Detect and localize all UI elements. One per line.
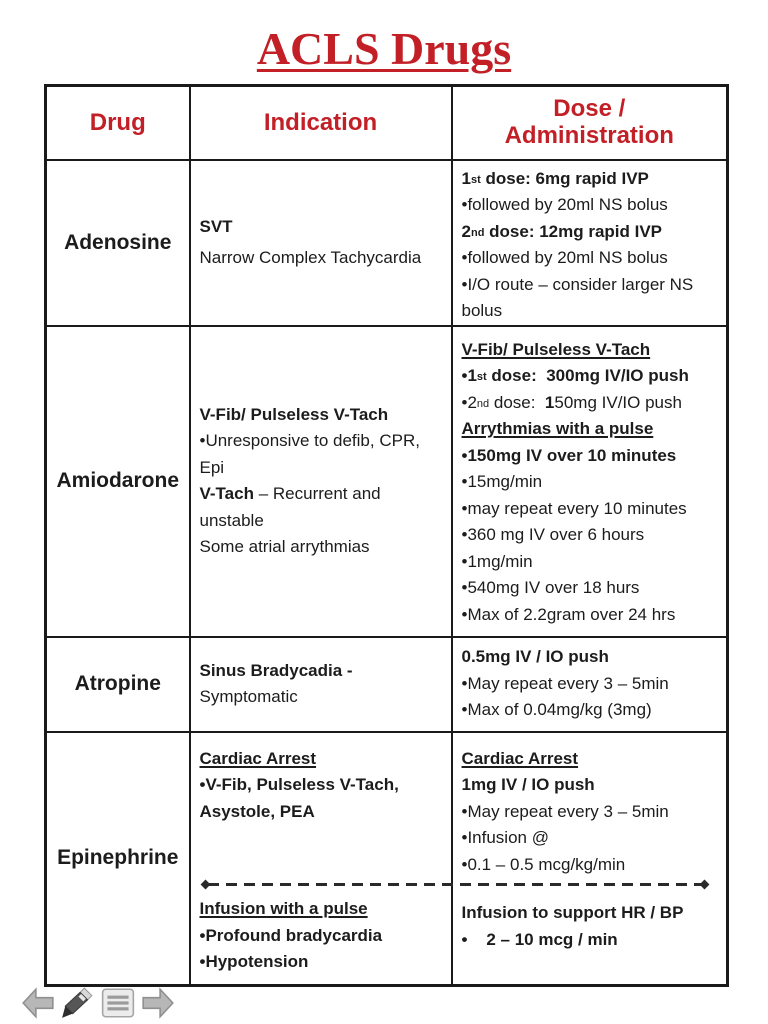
left-arrow-icon [20, 986, 56, 1020]
text-line [200, 481, 445, 508]
text-fragment: – Recurrent and [253, 484, 381, 503]
text-fragment: •1 [461, 366, 477, 385]
pen-icon [60, 986, 96, 1020]
text-line: •Infusion @ [461, 828, 549, 847]
text-line: V-Fib/ Pulseless V-Tach [199, 404, 389, 424]
text-fragment: 1 [544, 392, 555, 412]
text-line: • 2 – 10 mcg / min [461, 929, 618, 949]
text-fragment: dose: 6mg rapid IVP [480, 168, 649, 188]
drug-cell-atropine: Atropine [46, 637, 190, 732]
slide-menu-button[interactable] [100, 986, 136, 1020]
dose-cell-epinephrine [452, 732, 728, 986]
text-line: •followed by 20ml NS bolus [461, 248, 668, 267]
dose-cell-amiodarone [452, 326, 728, 637]
drug-cell-adenosine: Adenosine [46, 160, 190, 326]
dose-cell-atropine [452, 637, 728, 732]
col-header-indication: Indication [190, 86, 452, 160]
text-line [462, 363, 724, 390]
text-line: •Max of 2.2gram over 24 hrs [461, 604, 676, 624]
text-fragment: dose: 300mg IV/IO push [486, 366, 689, 385]
menu-icon [100, 986, 136, 1020]
indication-cell-amiodarone [190, 326, 452, 637]
superscript: st [470, 173, 481, 186]
table-row-atropine [46, 637, 728, 732]
text-fragment: dose: 12mg rapid IVP [484, 221, 663, 241]
section-heading: Cardiac Arrest [461, 748, 579, 768]
table-row-epinephrine [46, 732, 728, 986]
text-line: •360 mg IV over 6 hours [461, 525, 645, 544]
col-header-dose-administration [452, 86, 728, 160]
text-line: •V-Fib, Pulseless V-Tach, [199, 775, 399, 794]
text-line: •15mg/min [461, 472, 543, 491]
section-heading: Arrythmias with a pulse [461, 419, 654, 438]
page-title: ACLS Drugs [256, 23, 512, 74]
indication-cell-atropine [190, 637, 452, 732]
dose-cell-adenosine [452, 160, 728, 326]
text-line: unstable [199, 510, 264, 530]
text-line: Some atrial arrythmias [199, 537, 370, 556]
section-heading: Infusion with a pulse [199, 899, 368, 918]
text-line: •Profound bradycardia [199, 925, 383, 945]
header-dose-line1: Dose / [553, 95, 626, 123]
drug-cell-amiodarone: Amiodarone [46, 326, 190, 637]
section-heading: Cardiac Arrest [199, 748, 317, 768]
text-line: •Unresponsive to defib, CPR, [199, 431, 420, 450]
text-line: Symptomatic [199, 687, 298, 706]
text-line: •May repeat every 3 – 5min [461, 801, 669, 821]
text-line: •540mg IV over 18 hurs [461, 578, 640, 597]
drug-cell-epinephrine: Epinephrine [46, 732, 190, 986]
header-row [46, 86, 728, 160]
section-heading: Infusion to support HR / BP [461, 903, 684, 922]
text-line: •1mg/min [461, 551, 533, 571]
pen-tool-button[interactable] [60, 986, 96, 1020]
indication-cell-epinephrine [190, 732, 452, 986]
section-heading: V-Fib/ Pulseless V-Tach [461, 339, 651, 359]
acls-drugs-table [44, 84, 729, 987]
text-line: •may repeat every 10 minutes [461, 498, 687, 518]
right-arrow-icon [140, 986, 176, 1020]
superscript: nd [476, 397, 490, 410]
text-line [462, 390, 724, 417]
col-header-drug: Drug [46, 86, 190, 160]
text-line: •150mg IV over 10 minutes [461, 445, 677, 465]
superscript: nd [470, 226, 485, 239]
text-line: •followed by 20ml NS bolus [461, 195, 668, 214]
header-dose-line2: Administration [504, 121, 674, 149]
text-line: •May repeat every 3 – 5min [461, 673, 669, 693]
text-fragment: V-Tach [199, 484, 254, 503]
text-line: •Max of 0.04mg/kg (3mg) [461, 700, 652, 720]
text-line: •I/O route – consider larger NS bolus [461, 274, 694, 320]
text-fragment: 50mg IV/IO push [554, 392, 682, 412]
text-line: Narrow Complex Tachycardia [199, 247, 422, 267]
text-line [462, 166, 724, 193]
text-line: 0.5mg IV / IO push [461, 647, 609, 667]
text-fragment: 1 [461, 168, 471, 188]
text-fragment: 2 [461, 221, 471, 241]
text-line: Sinus Bradycadia - [199, 660, 353, 680]
text-line: •Hypotension [199, 952, 309, 971]
superscript: st [476, 371, 487, 383]
table-row-adenosine [46, 160, 728, 326]
indication-cell-adenosine [190, 160, 452, 326]
text-fragment: dose: [489, 392, 545, 412]
next-slide-button[interactable] [140, 986, 176, 1020]
text-line: •0.1 – 0.5 mcg/kg/min [461, 854, 626, 874]
text-line: 1mg IV / IO push [461, 775, 595, 794]
text-line: Asystole, PEA [199, 801, 315, 821]
previous-slide-button[interactable] [20, 986, 56, 1020]
text-line: SVT [199, 217, 233, 236]
text-line [462, 219, 724, 246]
presenter-toolbar [20, 986, 176, 1020]
text-fragment: •2 [461, 392, 477, 412]
table-row-amiodarone [46, 326, 728, 637]
text-line: Epi [199, 457, 225, 477]
